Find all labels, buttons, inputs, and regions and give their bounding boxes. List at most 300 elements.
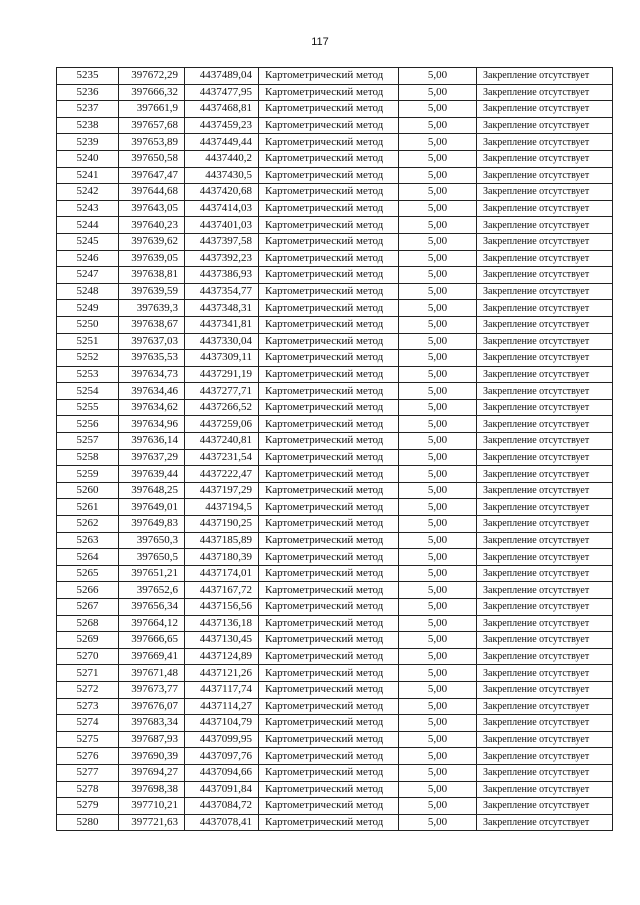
y-coordinate-cell: 4437104,79 [185, 715, 259, 732]
y-coordinate-cell: 4437117,74 [185, 681, 259, 698]
x-coordinate-cell: 397634,73 [119, 366, 185, 383]
fixation-cell: Закрепление отсутствует [477, 665, 613, 682]
method-cell: Картометрический метод [259, 233, 399, 250]
accuracy-cell: 5,00 [399, 781, 477, 798]
method-cell: Картометрический метод [259, 449, 399, 466]
table-row [57, 449, 613, 466]
fixation-cell: Закрепление отсутствует [477, 267, 613, 284]
method-cell: Картометрический метод [259, 117, 399, 134]
table-row [57, 781, 613, 798]
point-number-cell: 5240 [57, 150, 119, 167]
coordinates-table [56, 67, 613, 831]
point-number-cell: 5245 [57, 233, 119, 250]
fixation-cell: Закрепление отсутствует [477, 366, 613, 383]
x-coordinate-cell: 397671,48 [119, 665, 185, 682]
method-cell: Картометрический метод [259, 532, 399, 549]
accuracy-cell: 5,00 [399, 466, 477, 483]
fixation-cell: Закрепление отсутствует [477, 582, 613, 599]
table-row [57, 798, 613, 815]
method-cell: Картометрический метод [259, 316, 399, 333]
table-row [57, 648, 613, 665]
point-number-cell: 5254 [57, 383, 119, 400]
y-coordinate-cell: 4437194,5 [185, 499, 259, 516]
x-coordinate-cell: 397666,65 [119, 632, 185, 649]
point-number-cell: 5247 [57, 267, 119, 284]
y-coordinate-cell: 4437348,31 [185, 300, 259, 317]
method-cell: Картометрический метод [259, 333, 399, 350]
point-number-cell: 5258 [57, 449, 119, 466]
method-cell: Картометрический метод [259, 516, 399, 533]
point-number-cell: 5256 [57, 416, 119, 433]
accuracy-cell: 5,00 [399, 715, 477, 732]
fixation-cell: Закрепление отсутствует [477, 283, 613, 300]
x-coordinate-cell: 397636,14 [119, 433, 185, 450]
fixation-cell: Закрепление отсутствует [477, 150, 613, 167]
point-number-cell: 5280 [57, 814, 119, 831]
table-row [57, 333, 613, 350]
y-coordinate-cell: 4437124,89 [185, 648, 259, 665]
fixation-cell: Закрепление отсутствует [477, 416, 613, 433]
x-coordinate-cell: 397673,77 [119, 681, 185, 698]
method-cell: Картометрический метод [259, 350, 399, 367]
table-row [57, 731, 613, 748]
fixation-cell: Закрепление отсутствует [477, 615, 613, 632]
y-coordinate-cell: 4437084,72 [185, 798, 259, 815]
y-coordinate-cell: 4437240,81 [185, 433, 259, 450]
fixation-cell: Закрепление отсутствует [477, 233, 613, 250]
accuracy-cell: 5,00 [399, 814, 477, 831]
method-cell: Картометрический метод [259, 615, 399, 632]
x-coordinate-cell: 397650,58 [119, 150, 185, 167]
x-coordinate-cell: 397648,25 [119, 482, 185, 499]
point-number-cell: 5242 [57, 184, 119, 201]
point-number-cell: 5250 [57, 316, 119, 333]
x-coordinate-cell: 397664,12 [119, 615, 185, 632]
table-row [57, 549, 613, 566]
point-number-cell: 5249 [57, 300, 119, 317]
fixation-cell: Закрепление отсутствует [477, 781, 613, 798]
table-row [57, 599, 613, 616]
method-cell: Картометрический метод [259, 715, 399, 732]
x-coordinate-cell: 397639,62 [119, 233, 185, 250]
table-row [57, 84, 613, 101]
point-number-cell: 5267 [57, 599, 119, 616]
method-cell: Картометрический метод [259, 565, 399, 582]
accuracy-cell: 5,00 [399, 84, 477, 101]
accuracy-cell: 5,00 [399, 549, 477, 566]
y-coordinate-cell: 4437277,71 [185, 383, 259, 400]
fixation-cell: Закрепление отсутствует [477, 200, 613, 217]
method-cell: Картометрический метод [259, 781, 399, 798]
accuracy-cell: 5,00 [399, 250, 477, 267]
fixation-cell: Закрепление отсутствует [477, 117, 613, 134]
point-number-cell: 5277 [57, 764, 119, 781]
x-coordinate-cell: 397650,5 [119, 549, 185, 566]
table-row [57, 764, 613, 781]
x-coordinate-cell: 397637,29 [119, 449, 185, 466]
x-coordinate-cell: 397639,59 [119, 283, 185, 300]
point-number-cell: 5260 [57, 482, 119, 499]
accuracy-cell: 5,00 [399, 217, 477, 234]
coordinates-table-body [57, 68, 613, 831]
table-row [57, 68, 613, 85]
accuracy-cell: 5,00 [399, 383, 477, 400]
table-row [57, 167, 613, 184]
x-coordinate-cell: 397647,47 [119, 167, 185, 184]
method-cell: Картометрический метод [259, 731, 399, 748]
table-row [57, 565, 613, 582]
point-number-cell: 5236 [57, 84, 119, 101]
fixation-cell: Закрепление отсутствует [477, 316, 613, 333]
x-coordinate-cell: 397643,05 [119, 200, 185, 217]
x-coordinate-cell: 397652,6 [119, 582, 185, 599]
accuracy-cell: 5,00 [399, 366, 477, 383]
table-row [57, 615, 613, 632]
method-cell: Картометрический метод [259, 748, 399, 765]
table-row [57, 101, 613, 118]
method-cell: Картометрический метод [259, 499, 399, 516]
accuracy-cell: 5,00 [399, 333, 477, 350]
method-cell: Картометрический метод [259, 399, 399, 416]
method-cell: Картометрический метод [259, 283, 399, 300]
point-number-cell: 5272 [57, 681, 119, 698]
accuracy-cell: 5,00 [399, 134, 477, 151]
y-coordinate-cell: 4437167,72 [185, 582, 259, 599]
point-number-cell: 5274 [57, 715, 119, 732]
y-coordinate-cell: 4437231,54 [185, 449, 259, 466]
fixation-cell: Закрепление отсутствует [477, 250, 613, 267]
accuracy-cell: 5,00 [399, 350, 477, 367]
table-row [57, 814, 613, 831]
accuracy-cell: 5,00 [399, 582, 477, 599]
y-coordinate-cell: 4437291,19 [185, 366, 259, 383]
method-cell: Картометрический метод [259, 167, 399, 184]
y-coordinate-cell: 4437259,06 [185, 416, 259, 433]
accuracy-cell: 5,00 [399, 764, 477, 781]
y-coordinate-cell: 4437174,01 [185, 565, 259, 582]
y-coordinate-cell: 4437420,68 [185, 184, 259, 201]
table-row [57, 383, 613, 400]
method-cell: Картометрический метод [259, 267, 399, 284]
y-coordinate-cell: 4437414,03 [185, 200, 259, 217]
method-cell: Картометрический метод [259, 68, 399, 85]
fixation-cell: Закрепление отсутствует [477, 549, 613, 566]
accuracy-cell: 5,00 [399, 433, 477, 450]
x-coordinate-cell: 397634,46 [119, 383, 185, 400]
accuracy-cell: 5,00 [399, 416, 477, 433]
accuracy-cell: 5,00 [399, 565, 477, 582]
y-coordinate-cell: 4437477,95 [185, 84, 259, 101]
accuracy-cell: 5,00 [399, 615, 477, 632]
y-coordinate-cell: 4437190,25 [185, 516, 259, 533]
accuracy-cell: 5,00 [399, 68, 477, 85]
fixation-cell: Закрепление отсутствует [477, 599, 613, 616]
x-coordinate-cell: 397649,83 [119, 516, 185, 533]
method-cell: Картометрический метод [259, 200, 399, 217]
y-coordinate-cell: 4437180,39 [185, 549, 259, 566]
method-cell: Картометрический метод [259, 250, 399, 267]
x-coordinate-cell: 397651,21 [119, 565, 185, 582]
method-cell: Картометрический метод [259, 466, 399, 483]
accuracy-cell: 5,00 [399, 200, 477, 217]
table-row [57, 466, 613, 483]
method-cell: Картометрический метод [259, 549, 399, 566]
method-cell: Картометрический метод [259, 599, 399, 616]
method-cell: Картометрический метод [259, 632, 399, 649]
accuracy-cell: 5,00 [399, 681, 477, 698]
table-row [57, 200, 613, 217]
fixation-cell: Закрепление отсутствует [477, 648, 613, 665]
y-coordinate-cell: 4437341,81 [185, 316, 259, 333]
accuracy-cell: 5,00 [399, 117, 477, 134]
x-coordinate-cell: 397687,93 [119, 731, 185, 748]
method-cell: Картометрический метод [259, 134, 399, 151]
y-coordinate-cell: 4437440,2 [185, 150, 259, 167]
fixation-cell: Закрепление отсутствует [477, 499, 613, 516]
y-coordinate-cell: 4437078,41 [185, 814, 259, 831]
method-cell: Картометрический метод [259, 101, 399, 118]
y-coordinate-cell: 4437430,5 [185, 167, 259, 184]
point-number-cell: 5253 [57, 366, 119, 383]
accuracy-cell: 5,00 [399, 300, 477, 317]
x-coordinate-cell: 397639,05 [119, 250, 185, 267]
fixation-cell: Закрепление отсутствует [477, 715, 613, 732]
point-number-cell: 5241 [57, 167, 119, 184]
table-row [57, 300, 613, 317]
point-number-cell: 5263 [57, 532, 119, 549]
method-cell: Картометрический метод [259, 217, 399, 234]
table-row [57, 516, 613, 533]
point-number-cell: 5237 [57, 101, 119, 118]
page-number: 117 [311, 36, 329, 48]
table-row [57, 748, 613, 765]
fixation-cell: Закрепление отсутствует [477, 466, 613, 483]
point-number-cell: 5244 [57, 217, 119, 234]
fixation-cell: Закрепление отсутствует [477, 68, 613, 85]
fixation-cell: Закрепление отсутствует [477, 764, 613, 781]
fixation-cell: Закрепление отсутствует [477, 300, 613, 317]
table-row [57, 433, 613, 450]
table-row [57, 416, 613, 433]
fixation-cell: Закрепление отсутствует [477, 814, 613, 831]
y-coordinate-cell: 4437099,95 [185, 731, 259, 748]
y-coordinate-cell: 4437459,23 [185, 117, 259, 134]
accuracy-cell: 5,00 [399, 316, 477, 333]
method-cell: Картометрический метод [259, 150, 399, 167]
fixation-cell: Закрепление отсутствует [477, 134, 613, 151]
point-number-cell: 5266 [57, 582, 119, 599]
y-coordinate-cell: 4437309,11 [185, 350, 259, 367]
y-coordinate-cell: 4437185,89 [185, 532, 259, 549]
point-number-cell: 5262 [57, 516, 119, 533]
point-number-cell: 5257 [57, 433, 119, 450]
table-row [57, 681, 613, 698]
y-coordinate-cell: 4437401,03 [185, 217, 259, 234]
accuracy-cell: 5,00 [399, 648, 477, 665]
y-coordinate-cell: 4437330,04 [185, 333, 259, 350]
fixation-cell: Закрепление отсутствует [477, 399, 613, 416]
y-coordinate-cell: 4437397,58 [185, 233, 259, 250]
fixation-cell: Закрепление отсутствует [477, 798, 613, 815]
accuracy-cell: 5,00 [399, 599, 477, 616]
y-coordinate-cell: 4437156,56 [185, 599, 259, 616]
x-coordinate-cell: 397637,03 [119, 333, 185, 350]
y-coordinate-cell: 4437094,66 [185, 764, 259, 781]
point-number-cell: 5238 [57, 117, 119, 134]
table-row [57, 350, 613, 367]
y-coordinate-cell: 4437091,84 [185, 781, 259, 798]
point-number-cell: 5264 [57, 549, 119, 566]
point-number-cell: 5259 [57, 466, 119, 483]
y-coordinate-cell: 4437392,23 [185, 250, 259, 267]
table-row [57, 217, 613, 234]
fixation-cell: Закрепление отсутствует [477, 333, 613, 350]
y-coordinate-cell: 4437097,76 [185, 748, 259, 765]
point-number-cell: 5269 [57, 632, 119, 649]
x-coordinate-cell: 397698,38 [119, 781, 185, 798]
x-coordinate-cell: 397694,27 [119, 764, 185, 781]
fixation-cell: Закрепление отсутствует [477, 698, 613, 715]
table-row [57, 698, 613, 715]
table-row [57, 482, 613, 499]
accuracy-cell: 5,00 [399, 731, 477, 748]
method-cell: Картометрический метод [259, 184, 399, 201]
x-coordinate-cell: 397644,68 [119, 184, 185, 201]
point-number-cell: 5271 [57, 665, 119, 682]
fixation-cell: Закрепление отсутствует [477, 516, 613, 533]
x-coordinate-cell: 397672,29 [119, 68, 185, 85]
point-number-cell: 5252 [57, 350, 119, 367]
accuracy-cell: 5,00 [399, 748, 477, 765]
table-row [57, 366, 613, 383]
point-number-cell: 5273 [57, 698, 119, 715]
y-coordinate-cell: 4437197,29 [185, 482, 259, 499]
x-coordinate-cell: 397634,96 [119, 416, 185, 433]
accuracy-cell: 5,00 [399, 101, 477, 118]
fixation-cell: Закрепление отсутствует [477, 383, 613, 400]
accuracy-cell: 5,00 [399, 167, 477, 184]
y-coordinate-cell: 4437114,27 [185, 698, 259, 715]
point-number-cell: 5239 [57, 134, 119, 151]
method-cell: Картометрический метод [259, 814, 399, 831]
fixation-cell: Закрепление отсутствует [477, 167, 613, 184]
y-coordinate-cell: 4437136,18 [185, 615, 259, 632]
method-cell: Картометрический метод [259, 383, 399, 400]
method-cell: Картометрический метод [259, 433, 399, 450]
y-coordinate-cell: 4437489,04 [185, 68, 259, 85]
y-coordinate-cell: 4437266,52 [185, 399, 259, 416]
accuracy-cell: 5,00 [399, 499, 477, 516]
point-number-cell: 5265 [57, 565, 119, 582]
x-coordinate-cell: 397653,89 [119, 134, 185, 151]
table-row [57, 715, 613, 732]
method-cell: Картометрический метод [259, 798, 399, 815]
x-coordinate-cell: 397721,63 [119, 814, 185, 831]
y-coordinate-cell: 4437354,77 [185, 283, 259, 300]
method-cell: Картометрический метод [259, 366, 399, 383]
method-cell: Картометрический метод [259, 416, 399, 433]
accuracy-cell: 5,00 [399, 632, 477, 649]
accuracy-cell: 5,00 [399, 482, 477, 499]
fixation-cell: Закрепление отсутствует [477, 217, 613, 234]
x-coordinate-cell: 397710,21 [119, 798, 185, 815]
y-coordinate-cell: 4437386,93 [185, 267, 259, 284]
fixation-cell: Закрепление отсутствует [477, 565, 613, 582]
accuracy-cell: 5,00 [399, 798, 477, 815]
y-coordinate-cell: 4437222,47 [185, 466, 259, 483]
x-coordinate-cell: 397639,44 [119, 466, 185, 483]
x-coordinate-cell: 397669,41 [119, 648, 185, 665]
point-number-cell: 5276 [57, 748, 119, 765]
table-row [57, 532, 613, 549]
point-number-cell: 5268 [57, 615, 119, 632]
table-row [57, 184, 613, 201]
point-number-cell: 5248 [57, 283, 119, 300]
fixation-cell: Закрепление отсутствует [477, 532, 613, 549]
fixation-cell: Закрепление отсутствует [477, 748, 613, 765]
table-row [57, 399, 613, 416]
accuracy-cell: 5,00 [399, 532, 477, 549]
x-coordinate-cell: 397683,34 [119, 715, 185, 732]
accuracy-cell: 5,00 [399, 698, 477, 715]
method-cell: Картометрический метод [259, 482, 399, 499]
method-cell: Картометрический метод [259, 648, 399, 665]
point-number-cell: 5255 [57, 399, 119, 416]
x-coordinate-cell: 397639,3 [119, 300, 185, 317]
fixation-cell: Закрепление отсутствует [477, 482, 613, 499]
accuracy-cell: 5,00 [399, 516, 477, 533]
fixation-cell: Закрепление отсутствует [477, 681, 613, 698]
point-number-cell: 5278 [57, 781, 119, 798]
fixation-cell: Закрепление отсутствует [477, 84, 613, 101]
table-row [57, 316, 613, 333]
fixation-cell: Закрепление отсутствует [477, 184, 613, 201]
accuracy-cell: 5,00 [399, 665, 477, 682]
fixation-cell: Закрепление отсутствует [477, 101, 613, 118]
fixation-cell: Закрепление отсутствует [477, 433, 613, 450]
table-row [57, 117, 613, 134]
method-cell: Картометрический метод [259, 698, 399, 715]
accuracy-cell: 5,00 [399, 449, 477, 466]
fixation-cell: Закрепление отсутствует [477, 449, 613, 466]
point-number-cell: 5279 [57, 798, 119, 815]
table-row [57, 250, 613, 267]
point-number-cell: 5235 [57, 68, 119, 85]
method-cell: Картометрический метод [259, 764, 399, 781]
x-coordinate-cell: 397690,39 [119, 748, 185, 765]
point-number-cell: 5251 [57, 333, 119, 350]
point-number-cell: 5275 [57, 731, 119, 748]
point-number-cell: 5270 [57, 648, 119, 665]
method-cell: Картометрический метод [259, 84, 399, 101]
x-coordinate-cell: 397661,9 [119, 101, 185, 118]
accuracy-cell: 5,00 [399, 267, 477, 284]
accuracy-cell: 5,00 [399, 150, 477, 167]
table-row [57, 134, 613, 151]
x-coordinate-cell: 397638,67 [119, 316, 185, 333]
table-row [57, 665, 613, 682]
y-coordinate-cell: 4437468,81 [185, 101, 259, 118]
x-coordinate-cell: 397634,62 [119, 399, 185, 416]
y-coordinate-cell: 4437449,44 [185, 134, 259, 151]
accuracy-cell: 5,00 [399, 233, 477, 250]
accuracy-cell: 5,00 [399, 399, 477, 416]
x-coordinate-cell: 397638,81 [119, 267, 185, 284]
method-cell: Картометрический метод [259, 300, 399, 317]
x-coordinate-cell: 397676,07 [119, 698, 185, 715]
x-coordinate-cell: 397657,68 [119, 117, 185, 134]
table-row [57, 582, 613, 599]
